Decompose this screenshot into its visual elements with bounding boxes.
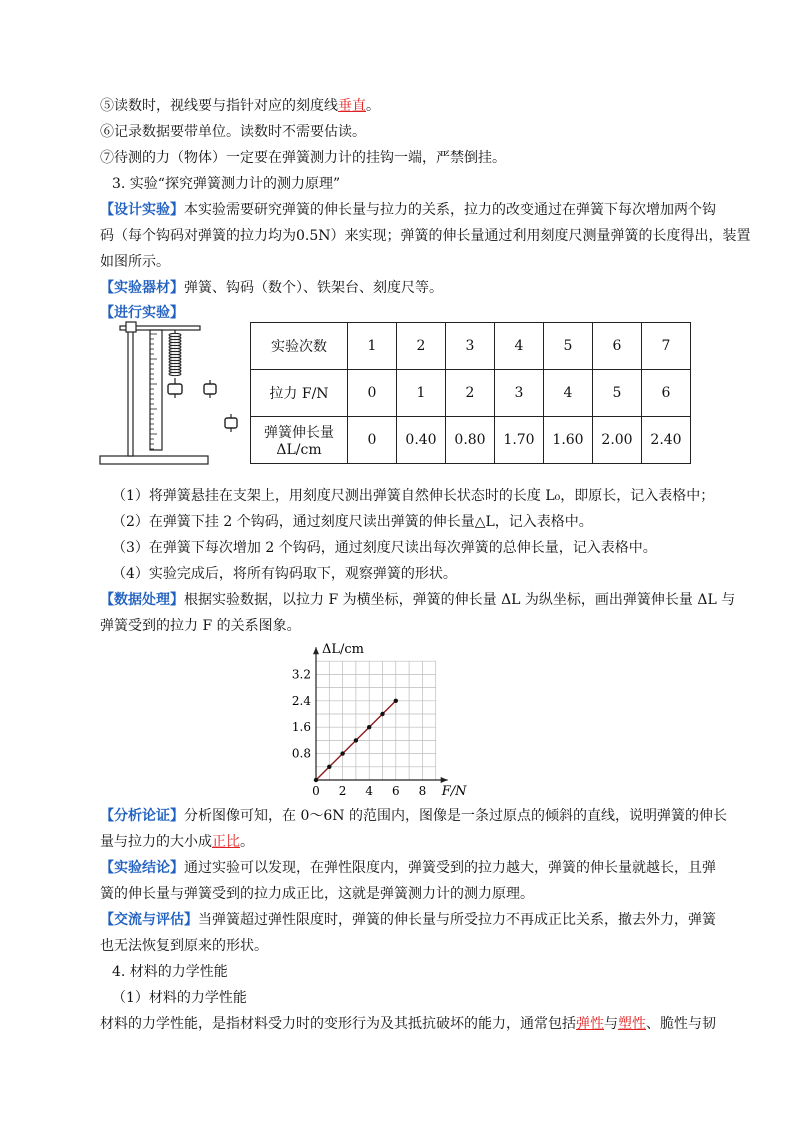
section-4-heading: 4. 材料的力学性能 [112, 964, 228, 980]
stand-pole [128, 326, 133, 456]
x-tick-label: 4 [365, 784, 374, 798]
data-line-2: 弹簧受到的拉力 F 的关系图象。 [100, 618, 301, 634]
x-tick-label: 8 [418, 784, 427, 798]
data-point [340, 751, 344, 755]
y-tick-label: 1.6 [291, 720, 311, 735]
table-cell: 2.40 [642, 417, 691, 464]
tag-procedure: 【进行实验】 [100, 305, 184, 321]
ruler [150, 330, 162, 450]
conclusion-line-2: 簧的伸长量与弹簧受到的拉力成正比，这就是弹簧测力计的测力原理。 [100, 886, 534, 902]
data-point [327, 765, 331, 769]
answer-elasticity: 弹性 [576, 1016, 604, 1032]
extension-force-chart [290, 640, 490, 800]
spring-coil [169, 372, 181, 375]
data-line-1: 【数据处理】根据实验数据，以拉力 F 为横坐标，弹簧的伸长量 ΔL 为纵坐标，画出弹簧伸长量 ΔL 与 [100, 592, 736, 608]
table-cell: 1.70 [495, 417, 544, 464]
data-point [354, 738, 358, 742]
table-header-extension-a: 弹簧伸长量 [264, 425, 334, 441]
y-tick-label: 0.8 [291, 746, 311, 761]
evaluation-line-1: 【交流与评估】当弹簧超过弹性限度时，弹簧的伸长量与所受拉力不再成正比关系，撤去外力，弹簧 [100, 912, 716, 928]
table-header-force: 拉力 F/N [251, 370, 348, 417]
evaluation-line-2: 也无法恢复到原来的形状。 [100, 938, 268, 954]
data-table [250, 322, 691, 464]
y-axis-arrow [313, 647, 319, 654]
table-cell: 5 [544, 323, 593, 370]
analysis-line-2: 量与拉力的大小成正比。 [100, 834, 254, 850]
rule-7: ⑦待测的力（物体）一定要在弹簧测力计的挂钩一端，严禁倒挂。 [100, 150, 506, 166]
answer-proportional: 正比 [212, 834, 240, 850]
step-4: （4）实验完成后，将所有钩码取下，观察弹簧的形状。 [112, 566, 457, 582]
equipment-line: 【实验器材】弹簧、钩码（数个）、铁架台、刻度尺等。 [100, 280, 443, 296]
design-line-1: 【设计实验】本实验需要研究弹簧的伸长量与拉力的关系，拉力的改变通过在弹簧下每次增加两个钩 [100, 202, 716, 218]
data-point [380, 712, 384, 716]
conclusion-line-1: 【实验结论】通过实验可以发现，在弹性限度内，弹簧受到的拉力越大，弹簧的伸长量就越长，且弹 [100, 860, 716, 876]
materials-line: 材料的力学性能，是指材料受力时的变形行为及其抵抗破坏的能力，通常包括弹性与塑性、脆性与韧 [100, 1016, 716, 1032]
step-3: （3）在弹簧下每次增加 2 个钩码，通过刻度尺读出每次弹簧的总伸长量，记入表格中。 [112, 540, 657, 556]
table-cell: 2.00 [593, 417, 642, 464]
table-cell: 4 [495, 323, 544, 370]
answer-plasticity: 塑性 [618, 1016, 646, 1032]
table-header-extension-b: ΔL/cm [276, 442, 322, 458]
spring [169, 330, 181, 376]
table-header-trials: 实验次数 [251, 323, 348, 370]
data-point [314, 778, 318, 782]
design-line-2: 码（每个钩码对弹簧的拉力均为0.5N）来实现；弹簧的伸长量通过利用刻度尺测量弹簧的长度得出，装置 [100, 228, 751, 244]
table-cell: 0 [348, 417, 397, 464]
tag-evaluation: 【交流与评估】 [100, 912, 198, 928]
design-line-3: 如图所示。 [100, 254, 170, 270]
tag-data-processing: 【数据处理】 [100, 592, 184, 608]
table-header-extension [251, 417, 348, 464]
table-cell: 1.60 [544, 417, 593, 464]
chart-tick-labels [292, 667, 426, 798]
table-cell: 4 [544, 370, 593, 417]
loose-weight-1 [204, 384, 216, 394]
table-cell: 0 [348, 370, 397, 417]
stand-base [100, 456, 208, 464]
table-row-extension [251, 417, 691, 464]
table-cell: 2 [397, 323, 446, 370]
rule-5: ⑤读数时，视线要与指针对应的刻度线垂直。 [100, 98, 380, 114]
analysis-line-1: 【分析论证】分析图像可知，在 0～6N 的范围内，图像是一条过原点的倾斜的直线，说明弹簧的伸长 [100, 808, 727, 824]
y-tick-label: 2.4 [291, 693, 311, 708]
table-cell: 6 [642, 370, 691, 417]
spring-apparatus-figure [98, 318, 248, 468]
data-point [394, 699, 398, 703]
section-4-1-heading: （1）材料的力学性能 [112, 990, 247, 1006]
tag-analysis: 【分析论证】 [100, 808, 184, 824]
x-axis-arrow [441, 777, 448, 783]
table-cell: 0.40 [397, 417, 446, 464]
table-row-force [251, 370, 691, 417]
x-axis-label: F/N [441, 784, 467, 799]
loose-weight-2 [225, 418, 237, 428]
y-axis-label: ΔL/cm [322, 642, 365, 657]
table-row-trials [251, 323, 691, 370]
y-tick-label: 3.2 [291, 667, 311, 682]
table-cell: 0.80 [446, 417, 495, 464]
stand-clamp [126, 322, 136, 332]
answer-vertical: 垂直 [338, 98, 366, 114]
step-2: （2）在弹簧下挂 2 个钩码，通过刻度尺读出弹簧的伸长量△L，记入表格中。 [112, 514, 593, 530]
table-cell: 5 [593, 370, 642, 417]
table-cell: 6 [593, 323, 642, 370]
tag-equipment: 【实验器材】 [100, 280, 184, 296]
x-tick-label: 6 [391, 784, 400, 798]
table-cell: 1 [348, 323, 397, 370]
table-cell: 1 [397, 370, 446, 417]
section-3-heading: 3. 实验“探究弹簧测力计的测力原理” [112, 176, 341, 192]
table-cell: 3 [495, 370, 544, 417]
table-cell: 3 [446, 323, 495, 370]
rule-6: ⑥记录数据要带单位。读数时不需要估读。 [100, 124, 366, 140]
table-cell: 2 [446, 370, 495, 417]
step-1: （1）将弹簧悬挂在支架上，用刻度尺测出弹簧自然伸长状态时的长度 L₀，即原长，记入表格中； [112, 488, 715, 504]
tag-design: 【设计实验】 [100, 202, 184, 218]
hook-weight [168, 384, 182, 394]
tag-conclusion: 【实验结论】 [100, 860, 184, 876]
data-point [367, 725, 371, 729]
x-tick-label: 2 [338, 784, 347, 798]
table-cell: 7 [642, 323, 691, 370]
x-tick-label: 0 [312, 784, 320, 798]
